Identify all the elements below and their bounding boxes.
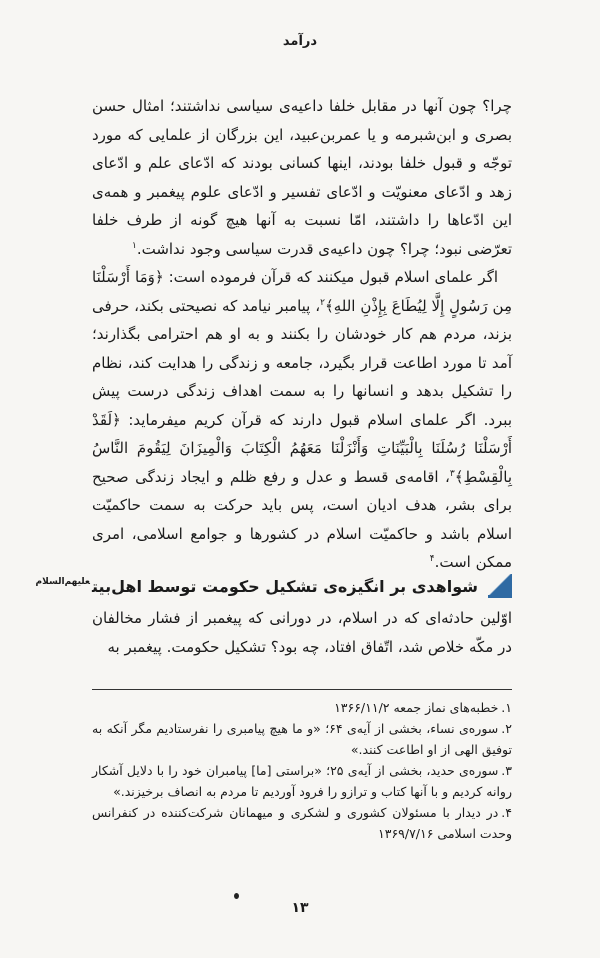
footnote-ref: ۳ bbox=[449, 468, 455, 479]
running-header: درآمد bbox=[282, 34, 318, 49]
footnote-4 bbox=[92, 802, 512, 844]
paragraph-2 bbox=[92, 263, 512, 577]
section-title-text: شواهدی بر انگیزه‌ی تشکیل حکومت توسط اهل‌بیت bbox=[92, 576, 478, 596]
footnote-number: ۱. bbox=[501, 700, 512, 715]
paragraph-text: ، اقامه‌ی قسط و عدل و رفع ظلم و ایجاد زندگی صحیح برای بشر، هدف ادیان است، پس باید حرکت به سمت حاکمیّت اسلام باشد و حاکمیّت اسلام در کشورها و جوامع اسلامی، امری ممکن است. bbox=[92, 467, 512, 571]
page-number: ۱۳ bbox=[291, 900, 309, 916]
section-title bbox=[36, 577, 478, 596]
footnote-divider bbox=[92, 689, 512, 690]
footnote-text: خطبه‌های نماز جمعه ۱۳۶۶/۱۱/۲ bbox=[334, 700, 499, 715]
footnote-2 bbox=[92, 718, 512, 760]
honorific: علیهم‌السلام bbox=[35, 576, 91, 587]
footnotes bbox=[92, 697, 512, 844]
footnote-text: سوره‌ی حدید، بخشی از آیه‌ی ۲۵؛ «براستی [ما] پیامبران خود را با دلایل آشکار روانه کردیم و با آنها کتاب و ترازو را فرود آوردیم تا مردم به انصاف برخیزند.» bbox=[92, 763, 512, 799]
main-text bbox=[92, 92, 512, 577]
quran-verse: ﴿وَمَا أَرْسَلْنَا مِن رَسُولٍ إِلَّا لِيُطَاعَ بِإِذْنِ اللهِ﴾ bbox=[92, 268, 512, 315]
section-heading bbox=[35, 571, 512, 601]
paragraph-text: چرا؟ چون آنها در مقابل خلفا داعیه‌ی سیاسی نداشتند؛ امثال حسن بصری و ابن‌شبرمه و یا عمربن‌عبید، این بزرگان از علمایی که مورد توجّه و قبول خلفا بودند، اینها کسانی بودند که ادّعای علم و ادّعای زهد و ادّعای معنویّت و ادّعای تفسیر و ادّعای علوم پیغمبر و همه‌ی این ادّعاها را داشتند، امّا نسبت به آنها هیچ گونه از طرف خلفا تعرّضی نبود؛ چرا؟ چون داعیه‌ی قدرت سیاسی وجود نداشت. bbox=[92, 97, 512, 258]
footnote-text: سوره‌ی نساء، بخشی از آیه‌ی ۶۴؛ «و ما هیچ پیامبری را نفرستادیم مگر آنکه به توفیق الهی از او اطاعت کنند.» bbox=[92, 721, 512, 757]
footnote-ref: ۴ bbox=[429, 554, 435, 564]
ink-spot bbox=[234, 893, 239, 899]
heading-corner-icon bbox=[488, 574, 512, 598]
section-text bbox=[92, 604, 512, 661]
paragraph-text: اگر علمای اسلام قبول میکنند که قرآن فرموده است: bbox=[163, 268, 498, 286]
footnote-number: ۴. bbox=[501, 805, 512, 820]
footnote-text: در دیدار با مسئولان کشوری و لشکری و میهمانان شرکت‌کننده در کنفرانس وحدت اسلامی ۱۳۶۹/۷/۱۶ bbox=[92, 805, 512, 841]
footnote-3 bbox=[92, 760, 512, 802]
paragraph-1 bbox=[92, 92, 512, 263]
footnote-ref: ۲ bbox=[320, 297, 325, 308]
footnote-number: ۲. bbox=[501, 721, 512, 736]
footnote-1 bbox=[92, 697, 512, 718]
quran-verse: ﴿لَقَدْ أَرْسَلْنَا رُسُلَنَا بِالْبَيِّنَاتِ وَأَنْزَلْنَا مَعَهُمُ الْكِتَابَ وَالْمِيزَانَ لِيَقُومَ النَّاسُ بِالْقِسْطِ﴾ bbox=[92, 410, 512, 486]
section-paragraph: اوّلین حادثه‌ای که در اسلام، در دورانی که پیغمبر از فشار مخالفان در مکّه خلاص شد، اتّفاق افتاد، چه بود؟ تشکیل حکومت. پیغمبر به bbox=[92, 609, 512, 656]
footnote-number: ۳. bbox=[501, 763, 512, 778]
footnote-ref: ۱ bbox=[131, 240, 137, 251]
paragraph-text: ، پیامبر نیامد که نصیحتی بکند، حرفی بزند، مردم هم کار خودشان را بکنند و به او هم احترامی بگذارند؛ آمد تا مورد اطاعت قرار بگیرد، جامعه و زندگی را هدایت کند، نظام را تشکیل بدهد و انسانها را به سمت اهداف زندگی درست پیش ببرد. اگر علمای اسلام قبول دارند که قرآن کریم میفرماید: bbox=[92, 296, 512, 429]
